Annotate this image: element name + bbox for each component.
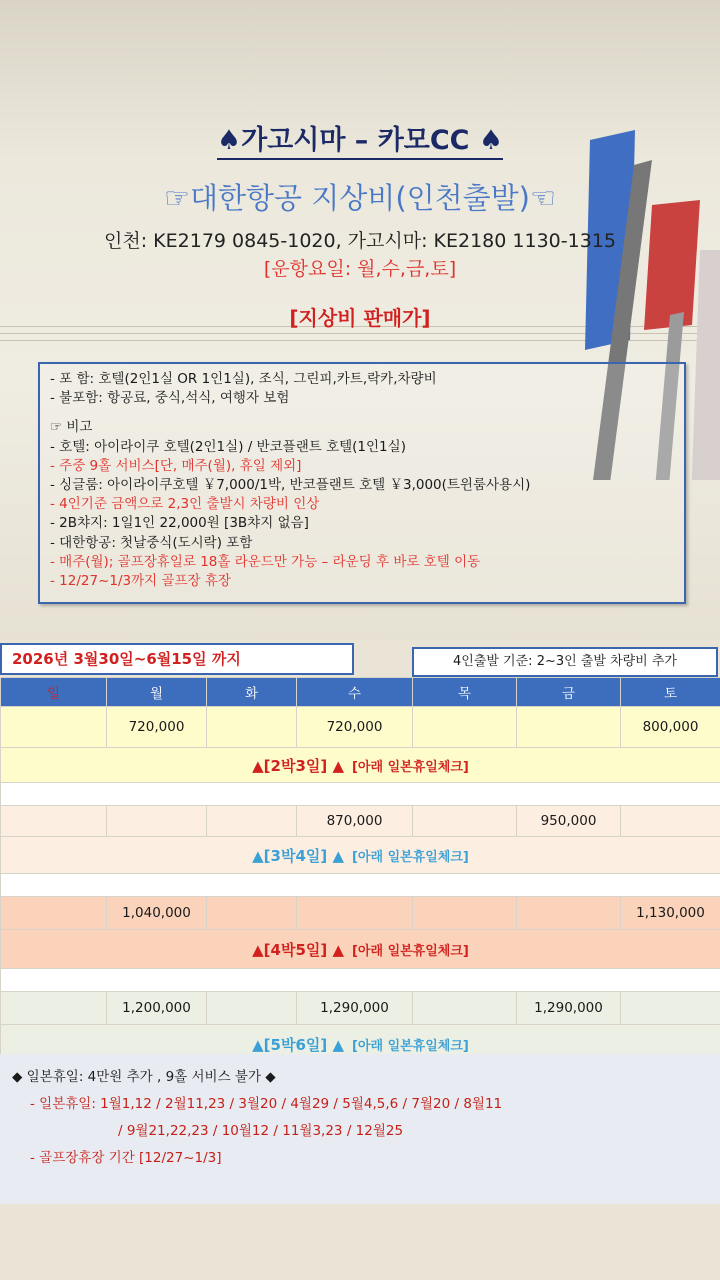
price-cell: 870,000 bbox=[297, 806, 413, 837]
holiday-list-2: / 9월21,22,23 / 10월12 / 11월3,23 / 12월25 bbox=[118, 1123, 404, 1139]
package-label-row bbox=[1, 837, 720, 874]
package-duration: ▲[5박6일] ▲ bbox=[252, 1035, 344, 1054]
package-label-row bbox=[1, 930, 720, 969]
flight-info: 인천: KE2179 0845-1020, 가고시마: KE2180 1130-1315 bbox=[104, 230, 616, 252]
price-cell: 1,040,000 bbox=[107, 897, 207, 930]
closure-period: - 골프장휴장 기간 [12/27~1/3] bbox=[30, 1150, 222, 1166]
holiday-check-note: [아래 일본휴일체크] bbox=[351, 1038, 469, 1054]
price-cell bbox=[517, 897, 621, 930]
package-duration: ▲[2박3일] ▲ bbox=[252, 756, 344, 775]
price-title: [지상비 판매가] bbox=[289, 306, 431, 330]
vehicle-note: 4인출발 기준: 2~3인 출발 차량비 추가 bbox=[412, 647, 718, 677]
info-line bbox=[50, 408, 674, 418]
price-cell bbox=[413, 992, 517, 1025]
price-cell bbox=[1, 897, 107, 930]
info-line: ☞ 비고 bbox=[50, 419, 93, 436]
package-label-cell bbox=[1, 930, 720, 969]
price-cell: 1,290,000 bbox=[297, 992, 413, 1025]
price-cell bbox=[207, 707, 297, 748]
weekday-header: 목 bbox=[413, 678, 517, 707]
price-cell bbox=[413, 806, 517, 837]
price-cell bbox=[1, 707, 107, 748]
price-cell bbox=[1, 992, 107, 1025]
package-label-row bbox=[1, 748, 720, 783]
price-cell: 720,000 bbox=[107, 707, 207, 748]
price-row bbox=[1, 707, 720, 748]
row-spacer bbox=[1, 783, 720, 806]
price-cell bbox=[621, 992, 720, 1025]
price-row bbox=[1, 992, 720, 1025]
weekday-header: 월 bbox=[107, 678, 207, 707]
price-cell bbox=[207, 897, 297, 930]
info-line: - 포 함: 호텔(2인1실 OR 1인1실), 조식, 그린피,카트,락카,차량비 bbox=[50, 371, 437, 387]
price-cell bbox=[413, 897, 517, 930]
package-duration: ▲[4박5일] ▲ bbox=[252, 940, 344, 959]
info-line: - 4인기준 금액으로 2,3인 출발시 차량비 인상 bbox=[50, 496, 320, 513]
info-line: - 대한항공: 첫날중식(도시락) 포함 bbox=[50, 534, 253, 551]
holiday-check-note: [아래 일본휴일체크] bbox=[351, 943, 469, 959]
holiday-check-note: [아래 일본휴일체크] bbox=[351, 759, 469, 775]
price-cell bbox=[413, 707, 517, 748]
package-label-cell bbox=[1, 748, 720, 783]
price-cell: 1,200,000 bbox=[107, 992, 207, 1025]
info-line: - 싱글룸: 아이라이쿠호텔 ￥7,000/1박, 반코플랜트 호텔 ￥3,000(트윈룸사용시) bbox=[50, 477, 531, 494]
operating-days: [운항요일: 월,수,금,토] bbox=[263, 258, 457, 280]
page-title: ♠가고시마 – 카모CC ♠ bbox=[0, 118, 720, 157]
info-box bbox=[38, 362, 686, 604]
weekday-header: 수 bbox=[297, 678, 413, 707]
price-cell bbox=[297, 897, 413, 930]
price-table bbox=[0, 677, 720, 1064]
price-cell bbox=[107, 806, 207, 837]
price-cell: 1,130,000 bbox=[621, 897, 720, 930]
price-cell bbox=[207, 806, 297, 837]
weekday-header: 금 bbox=[517, 678, 621, 707]
period-label: 2026년 3월30일~6월15일 까지 bbox=[0, 643, 354, 675]
info-line: - 주중 9홀 서비스[단, 매주(월), 휴일 제외] bbox=[50, 457, 302, 474]
row-spacer bbox=[1, 874, 720, 897]
holiday-heading: ◆ 일본휴일: 4만원 추가 , 9홀 서비스 불가 ◆ bbox=[12, 1069, 276, 1085]
row-spacer bbox=[1, 969, 720, 992]
price-cell bbox=[207, 992, 297, 1025]
info-line: - 불포함: 항공료, 중식,석식, 여행자 보험 bbox=[50, 390, 290, 407]
price-row bbox=[1, 806, 720, 837]
info-line: - 매주(월); 골프장휴일로 18홀 라운드만 가능 – 라운딩 후 바로 호텔 이동 bbox=[50, 553, 481, 570]
subtitle: ☞대한항공 지상비(인천출발)☜ bbox=[164, 181, 556, 215]
price-cell bbox=[517, 707, 621, 748]
package-duration: ▲[3박4일] ▲ bbox=[252, 846, 344, 865]
package-label-cell bbox=[1, 837, 720, 874]
weekday-header: 토 bbox=[621, 678, 720, 707]
price-cell: 800,000 bbox=[621, 707, 720, 748]
price-row bbox=[1, 897, 720, 930]
price-cell bbox=[1, 806, 107, 837]
price-cell: 720,000 bbox=[297, 707, 413, 748]
weekday-header: 화 bbox=[207, 678, 297, 707]
info-line: - 2B챠지: 1일1인 22,000원 [3B챠지 없음] bbox=[50, 515, 309, 532]
weekday-header: 일 bbox=[1, 678, 107, 707]
price-cell bbox=[621, 806, 720, 837]
price-cell: 1,290,000 bbox=[517, 992, 621, 1025]
price-cell: 950,000 bbox=[517, 806, 621, 837]
info-line: - 12/27~1/3까지 골프장 휴장 bbox=[50, 573, 231, 590]
info-line: - 호텔: 아이라이쿠 호텔(2인1실) / 반코플랜트 호텔(1인1실) bbox=[50, 438, 406, 455]
holiday-list-1: - 일본휴일: 1월1,12 / 2월11,23 / 3월20 / 4월29 / 5월4,5,6 / 7월20 / 8월11 bbox=[30, 1096, 503, 1112]
footer-notes bbox=[0, 1054, 720, 1204]
holiday-check-note: [아래 일본휴일체크] bbox=[351, 849, 469, 865]
